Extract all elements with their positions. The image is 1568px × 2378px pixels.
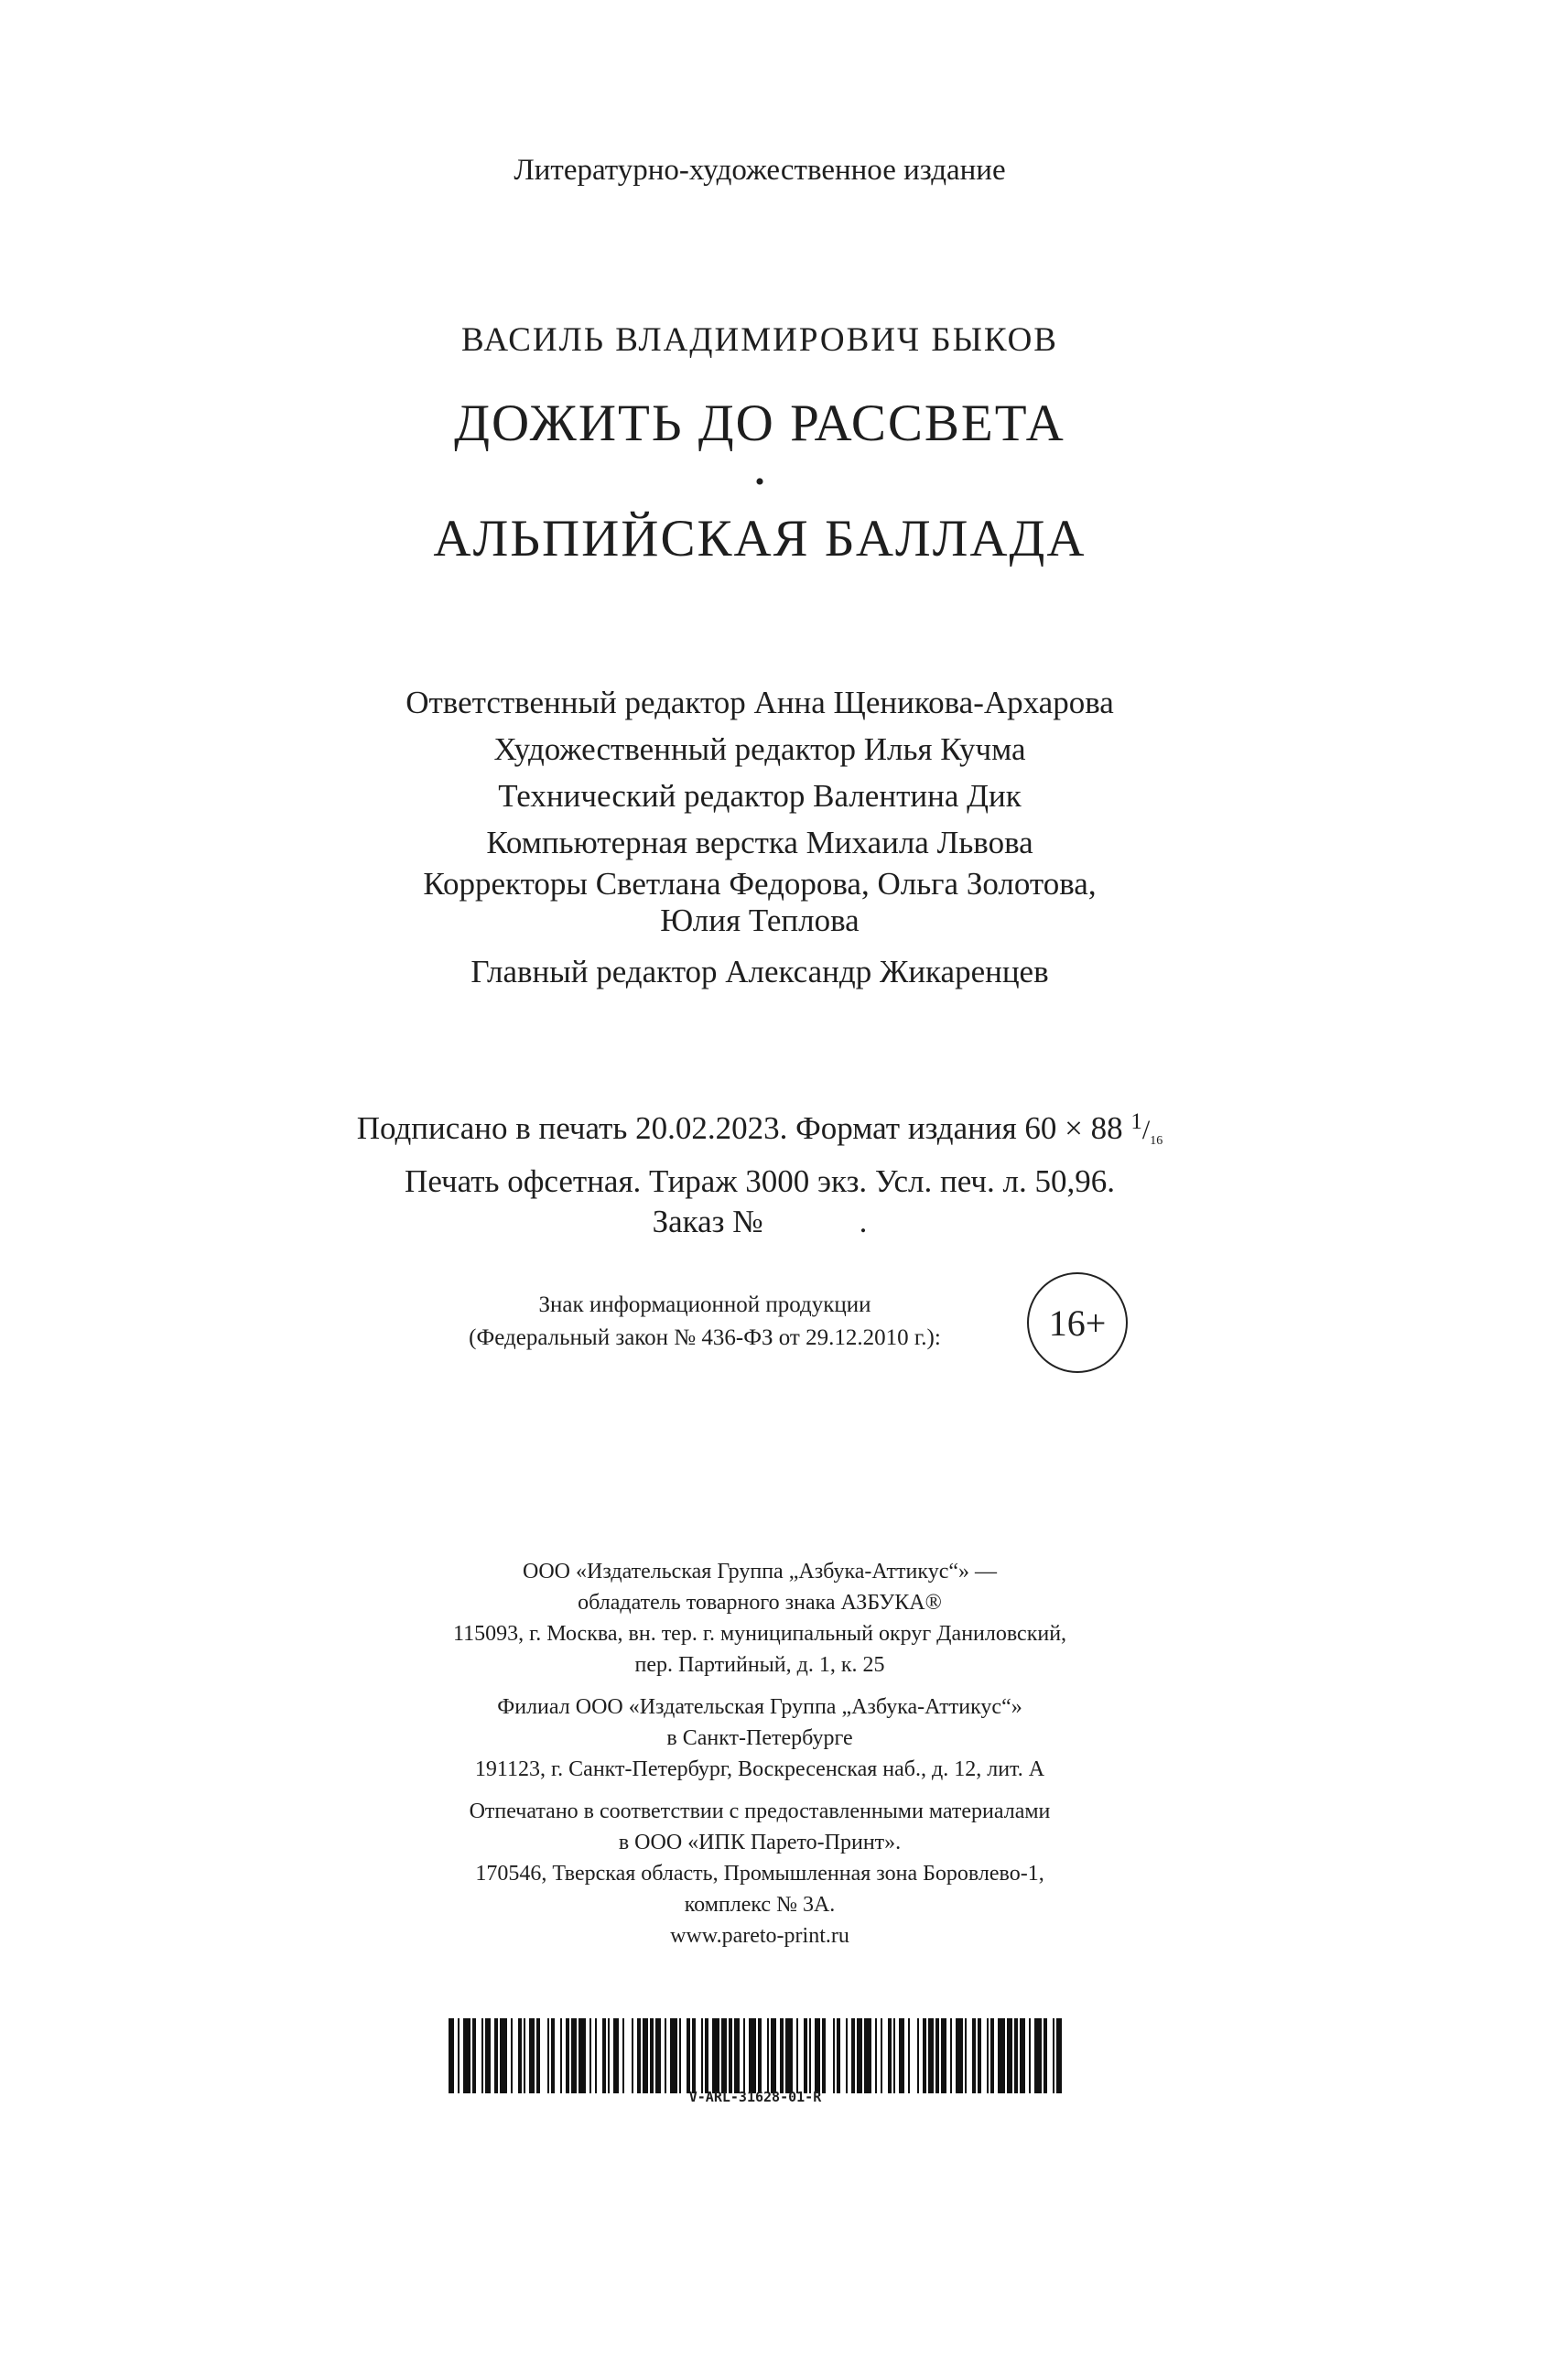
proofreaders-line-1: Корректоры Светлана Федорова, Ольга Золотова, — [423, 866, 1097, 902]
barcode-bar — [804, 2018, 807, 2093]
barcode-bar — [665, 2018, 666, 2093]
barcode-bar — [749, 2018, 756, 2093]
barcode-bar — [767, 2018, 769, 2093]
barcode-bar — [560, 2018, 562, 2093]
barcode-bar — [796, 2018, 798, 2093]
printer-website: www.pareto-print.ru — [670, 1924, 849, 1948]
barcode-bar — [679, 2018, 681, 2093]
title-separator — [0, 467, 1519, 498]
format-denominator: 16 — [1150, 1134, 1163, 1148]
format-fraction — [1130, 1109, 1163, 1148]
barcode-bar — [815, 2018, 820, 2093]
barcode-bar — [888, 2018, 892, 2093]
barcode-bar — [643, 2018, 648, 2093]
barcode-bar — [743, 2018, 745, 2093]
age-rating-notice — [394, 1289, 1016, 1355]
imprint-line-1 — [0, 1102, 1519, 1162]
barcode-bar — [551, 2018, 555, 2093]
barcode-bar — [837, 2018, 840, 2093]
proofreaders-line-2: Юлия Теплова — [660, 903, 860, 938]
barcode-bar — [701, 2018, 703, 2093]
branch-line-3: 191123, г. Санкт-Петербург, Воскресенская наб., д. 12, лит. А — [474, 1757, 1045, 1781]
technical-editor: Технический редактор Валентина Дик — [498, 778, 1022, 814]
genre-label — [0, 154, 1519, 188]
barcode-bar — [485, 2018, 491, 2093]
barcode-bar — [734, 2018, 740, 2093]
barcode-bar — [1056, 2018, 1062, 2093]
barcode-bar — [518, 2018, 522, 2093]
barcode-bar — [613, 2018, 619, 2093]
barcode-bar — [472, 2018, 476, 2093]
barcode-bar — [833, 2018, 835, 2093]
barcode-bar — [595, 2018, 597, 2093]
barcode-bar — [923, 2018, 926, 2093]
barcode-bar — [864, 2018, 871, 2093]
barcode-bar — [965, 2018, 967, 2093]
barcode-bar — [458, 2018, 460, 2093]
barcode-bar — [1007, 2018, 1012, 2093]
barcode-bar — [622, 2018, 624, 2093]
branch-line-2: в Санкт-Петербурге — [666, 1726, 853, 1750]
chief-editor: Главный редактор Александр Жикаренцев — [470, 954, 1049, 989]
barcode-bar — [536, 2018, 540, 2093]
barcode-bar — [571, 2018, 577, 2093]
genre-text: Литературно-художественное издание — [514, 154, 1006, 187]
title-2-text: АЛЬПИЙСКАЯ БАЛЛАДА — [433, 510, 1087, 567]
book-title-1 — [0, 394, 1519, 453]
barcode-bar — [529, 2018, 535, 2093]
barcode-bar — [687, 2018, 690, 2093]
barcode-bar — [524, 2018, 525, 2093]
barcode-bar — [822, 2018, 826, 2093]
barcode-bar — [780, 2018, 784, 2093]
barcode-bar — [729, 2018, 732, 2093]
imprint-line-1-text: Подписано в печать 20.02.2023. Формат издания 60 × 88 — [356, 1110, 1123, 1146]
barcode-bar — [650, 2018, 654, 2093]
barcode-bar — [987, 2018, 989, 2093]
barcode-bar — [972, 2018, 976, 2093]
printed-line-4: комплекс № 3А. — [684, 1893, 836, 1917]
barcode-bar — [1014, 2018, 1018, 2093]
barcode-bar — [655, 2018, 661, 2093]
barcode-bar — [990, 2018, 994, 2093]
print-imprint — [0, 1102, 1519, 1242]
barcode-bar — [758, 2018, 762, 2093]
format-slash: / — [1141, 1115, 1151, 1145]
barcode-code: V-ARL-31628-01-R — [688, 2089, 822, 2105]
publisher-line-4: пер. Партийный, д. 1, к. 25 — [634, 1653, 885, 1677]
barcode-bar — [670, 2018, 677, 2093]
barcode-bar — [579, 2018, 586, 2093]
barcode-bar — [608, 2018, 610, 2093]
publisher-line-3: 115093, г. Москва, вн. тер. г. муниципальный округ Даниловский, — [452, 1622, 1067, 1646]
barcode-bar — [809, 2018, 811, 2093]
barcode-bar — [449, 2018, 454, 2093]
barcode-bar — [692, 2018, 696, 2093]
barcode-bar — [637, 2018, 641, 2093]
barcode-bar — [511, 2018, 513, 2093]
barcode-bar — [632, 2018, 633, 2093]
barcode-bar — [1029, 2018, 1031, 2093]
author-name — [0, 320, 1519, 360]
imprint-line-2: Печать офсетная. Тираж 3000 экз. Усл. печ. л. 50,96. — [405, 1163, 1115, 1199]
printed-line-1: Отпечатано в соответствии с предоставленными материалами — [469, 1800, 1051, 1823]
age-rating-line-2: (Федеральный закон № 436-ФЗ от 29.12.2010 г.): — [469, 1325, 941, 1350]
barcode-bar — [481, 2018, 483, 2093]
barcode-bar — [893, 2018, 895, 2093]
age-rating-line-1: Знак информационной продукции — [538, 1292, 871, 1317]
printed-line-2: в ООО «ИПК Парето-Принт». — [618, 1831, 902, 1854]
barcode-bar — [1053, 2018, 1054, 2093]
age-rating-block — [394, 1272, 1126, 1382]
barcode-bar — [846, 2018, 848, 2093]
barcode-bar — [721, 2018, 727, 2093]
title-1-text: ДОЖИТЬ ДО РАССВЕТА — [454, 395, 1065, 452]
editorial-credits — [0, 679, 1519, 995]
publisher-line-2: обладатель товарного знака АЗБУКА® — [578, 1591, 942, 1615]
imprint-line-3: Заказ № . — [652, 1204, 868, 1239]
barcode-bar — [928, 2018, 934, 2093]
format-numerator: 1 — [1130, 1109, 1142, 1134]
art-editor: Художественный редактор Илья Кучма — [493, 731, 1026, 767]
barcode-bar — [1020, 2018, 1025, 2093]
barcode-bar — [875, 2018, 877, 2093]
barcode-bar — [1044, 2018, 1047, 2093]
publisher-line-1: ООО «Издательская Группа „Азбука-Аттикус“» — — [523, 1560, 997, 1584]
book-title-2 — [0, 509, 1519, 568]
barcode-bar — [589, 2018, 591, 2093]
bullet-icon: • — [754, 467, 765, 497]
barcode-bar — [602, 2018, 606, 2093]
barcode-bar — [908, 2018, 910, 2093]
barcode-bar — [547, 2018, 549, 2093]
barcode-bar — [857, 2018, 862, 2093]
barcode-bar — [463, 2018, 470, 2093]
age-rating-badge: 16+ — [1027, 1272, 1128, 1373]
barcode-bar — [917, 2018, 919, 2093]
barcode-bar — [978, 2018, 981, 2093]
printed-line-3: 170546, Тверская область, Промышленная зона Боровлево-1, — [475, 1862, 1044, 1886]
barcode-bar — [950, 2018, 952, 2093]
barcode — [449, 2018, 1062, 2093]
author-text: ВАСИЛЬ ВЛАДИМИРОВИЧ БЫКОВ — [461, 321, 1058, 359]
barcode-bar — [998, 2018, 1005, 2093]
barcode-bar — [705, 2018, 708, 2093]
barcode-bar — [935, 2018, 939, 2093]
branch-line-1: Филиал ООО «Издательская Группа „Азбука-Аттикус“» — [497, 1695, 1022, 1719]
barcode-bar — [881, 2018, 882, 2093]
barcode-bar — [941, 2018, 946, 2093]
barcode-bar — [785, 2018, 793, 2093]
barcode-bar — [566, 2018, 569, 2093]
responsible-editor: Ответственный редактор Анна Щеникова-Архарова — [406, 685, 1114, 720]
barcode-bar — [712, 2018, 719, 2093]
barcode-bar — [494, 2018, 498, 2093]
layout-credit: Компьютерная верстка Михаила Львова — [486, 825, 1033, 860]
barcode-bar — [851, 2018, 855, 2093]
barcode-bar — [899, 2018, 904, 2093]
barcode-bar — [500, 2018, 507, 2093]
barcode-bar — [1034, 2018, 1042, 2093]
barcode-bar — [771, 2018, 776, 2093]
barcode-bar — [956, 2018, 963, 2093]
publisher-info — [0, 1556, 1519, 1951]
